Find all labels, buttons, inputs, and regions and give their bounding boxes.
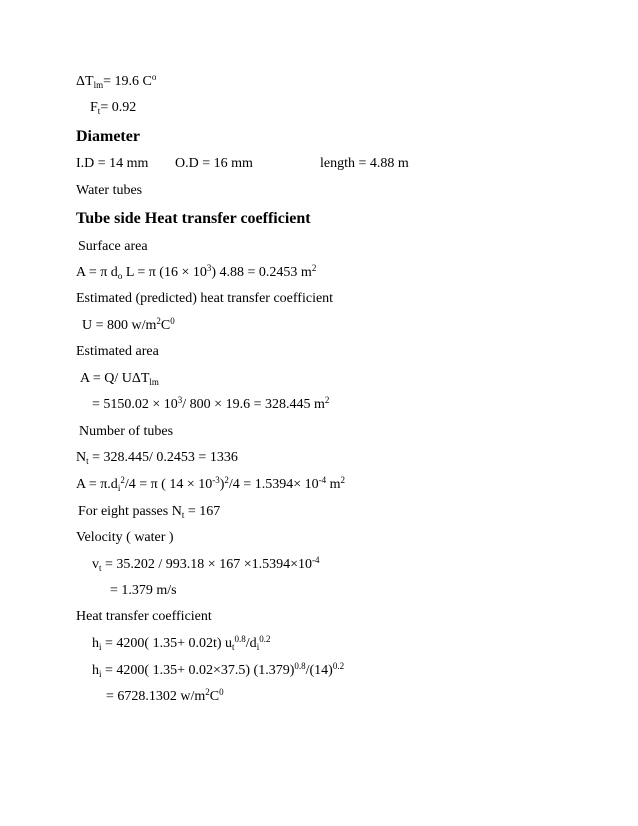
- estimated-htc-label: Estimated (predicted) heat transfer coefficient: [76, 291, 334, 306]
- text: C: [160, 318, 171, 333]
- text: N: [76, 450, 87, 465]
- area-calc-line: [76, 265, 316, 281]
- subscript: t: [97, 106, 101, 116]
- dimensions-id: I.D = 14 mm: [76, 156, 149, 171]
- superscript: 0.8: [294, 661, 306, 671]
- superscript: -3: [212, 475, 220, 485]
- text: /4 = π ( 14 × 10: [124, 477, 213, 492]
- superscript: 2: [156, 316, 161, 326]
- text: /4 = 1.5394× 10: [228, 477, 319, 492]
- estimated-area-label: Estimated area: [76, 344, 159, 359]
- superscript: -4: [312, 555, 320, 565]
- text: m: [326, 477, 341, 492]
- text: = 4200( 1.35+ 0.02×37.5) (1.379): [101, 663, 295, 678]
- text: A = Q/ UΔT: [80, 371, 150, 386]
- htc-label: Heat transfer coefficient: [76, 609, 212, 624]
- tube-area-line: [76, 477, 345, 493]
- text: / 800 × 19.6 = 328.445 m: [182, 397, 325, 412]
- text: = 35.202 / 993.18 × 167 ×1.5394×10: [101, 557, 312, 572]
- subscript: t: [181, 510, 185, 520]
- hi-calc-line: [92, 663, 344, 679]
- tube-side-heading: Tube side Heat transfer coefficient: [76, 210, 311, 227]
- ft-line: [90, 100, 136, 116]
- velocity-calc-line: [92, 557, 320, 573]
- superscript: 0.2: [259, 634, 271, 644]
- water-tubes-line: Water tubes: [76, 183, 143, 198]
- passes-line: [78, 504, 220, 520]
- hi-formula-line: [92, 636, 270, 652]
- surface-area-label: Surface area: [78, 239, 148, 254]
- superscript: 2: [311, 263, 317, 273]
- superscript: o: [151, 72, 157, 82]
- hi-result-line: [106, 689, 224, 705]
- superscript: 2: [205, 687, 210, 697]
- text: ΔT: [76, 74, 94, 89]
- subscript: t: [99, 563, 102, 573]
- text: = 0.92: [100, 100, 137, 115]
- text: C: [209, 689, 220, 704]
- text: = 4200( 1.35+ 0.02t) u: [101, 636, 233, 651]
- superscript: 0: [170, 316, 175, 326]
- text: h: [92, 636, 99, 651]
- subscript: lm: [93, 80, 104, 90]
- subscript: lm: [149, 377, 159, 387]
- subscript: i: [256, 642, 260, 652]
- text: ) 4.88 = 0.2453 m: [211, 265, 312, 280]
- superscript: 0: [219, 687, 224, 697]
- area-formula-line: [80, 371, 159, 387]
- text: For eight passes N: [78, 504, 182, 519]
- dimensions-length: length = 4.88 m: [320, 156, 409, 171]
- subscript: i: [99, 669, 102, 679]
- text: = 328.445/ 0.2453 = 1336: [88, 450, 238, 465]
- superscript: 2: [120, 475, 125, 485]
- text: A = π d: [76, 265, 118, 280]
- superscript: -4: [318, 475, 327, 485]
- text: = 6728.1302 w/m: [106, 689, 206, 704]
- text: A = π.d: [76, 477, 118, 492]
- delta-t-lm-line: [76, 74, 156, 90]
- text: = 5150.02 × 10: [92, 397, 178, 412]
- nt-calc-line: [76, 450, 238, 466]
- text: /(14): [305, 663, 333, 678]
- subscript: t: [86, 456, 89, 466]
- superscript: 2: [340, 475, 345, 485]
- text: v: [92, 557, 99, 572]
- subscript: i: [117, 483, 121, 493]
- text: /d: [245, 636, 257, 651]
- subscript: i: [99, 642, 102, 652]
- superscript: 2: [224, 475, 229, 485]
- text: ): [219, 477, 225, 492]
- superscript: 0.2: [332, 661, 345, 671]
- number-of-tubes-label: Number of tubes: [79, 424, 174, 439]
- text: L = π (16 × 10: [122, 265, 207, 280]
- superscript: 3: [206, 263, 212, 273]
- subscript: t: [232, 642, 235, 652]
- text: F: [90, 100, 98, 115]
- superscript: 0.8: [234, 634, 246, 644]
- text: = 19.6 C: [103, 74, 152, 89]
- area-calc-result-line: [92, 397, 329, 413]
- subscript: o: [117, 271, 123, 281]
- text: h: [92, 663, 99, 678]
- superscript: 2: [324, 395, 330, 405]
- superscript: 3: [177, 395, 183, 405]
- velocity-label: Velocity ( water ): [76, 530, 174, 545]
- u-value-line: [82, 318, 175, 334]
- text: = 167: [184, 504, 221, 519]
- text: U = 800 w/m: [82, 318, 157, 333]
- velocity-result-line: = 1.379 m/s: [110, 583, 177, 598]
- diameter-heading: Diameter: [76, 128, 140, 145]
- dimensions-od: O.D = 16 mm: [175, 156, 253, 171]
